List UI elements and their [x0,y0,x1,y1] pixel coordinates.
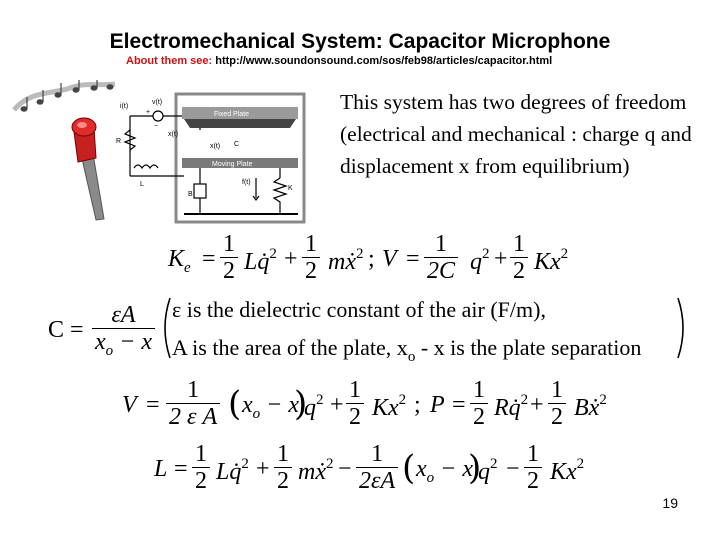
source-label: About them see: [126,55,216,67]
frac-half-9: 1 2 [524,441,542,494]
term-kx2-3: Kx$^2$ [550,456,585,485]
plus-4: + [530,392,544,418]
term-rq: Rq̇$^2$ [494,392,529,421]
right-paren [676,296,690,360]
description-line-2: (electrical and mechanical : charge q and [340,122,692,146]
frac-1-over-2ea: 1 2 ε A [166,377,220,430]
term-q2-3: $q^2$ [478,456,498,485]
frac-half-2: 1 2 [302,231,320,284]
frac-half-7: 1 2 [192,441,210,494]
term-lq: Lq̇$^2$ [244,246,277,275]
microphone-illustration [10,80,122,230]
music-notes-icon [14,80,115,111]
source-line [126,55,552,67]
v-symbol-1: V [382,246,397,272]
semicolon-2: ; [414,392,421,418]
frac-half-4: 1 2 [346,377,364,430]
description-line-3: displacement x from equilibrium) [340,154,630,178]
diagram-label-x2: x(t) [210,143,221,150]
semicolon-1: ; [368,246,375,272]
diagram-label-k: K [288,185,293,192]
ke-symbol: $K_e$ [168,246,191,276]
diagram-label-i: i(t) [120,103,129,110]
microphone-icon [72,118,104,220]
definition-area: A is the area of the plate, $x_o$ - x is the plate separation [172,335,642,365]
paren-open-2: ( [402,448,416,488]
p-symbol: P [430,392,445,418]
capacitor-schematic [114,86,326,230]
plus-3: + [330,392,344,418]
diagram-label-b: B [188,191,193,198]
description [340,86,692,182]
minus-2: − [506,456,520,482]
frac-ea-over-sep: εA $x_o - x$ [92,302,155,364]
term-sep-2: $x_o - x$ [416,456,474,486]
slide-title: Electromechanical System: Capacitor Microphone [109,30,611,53]
diagram-label-plus: + [146,109,151,116]
c-lhs: C = [48,317,84,343]
source-url[interactable]: http://www.soundonsound.com/sos/feb98/articles/capacitor.html [215,55,553,67]
plus-2: + [494,246,508,272]
term-mx: mẋ$^2$ [328,246,364,275]
v-equals-2: = [146,392,160,418]
left-paren [158,296,172,360]
minus-1: − [338,456,352,482]
frac-half-6: 1 2 [548,377,566,430]
v-equals-1: = [406,246,420,272]
term-mx-2: mẋ$^2$ [298,456,334,485]
diagram-label-r: R [116,138,122,145]
definition-epsilon: ε is the dielectric constant of the air (F/m), [172,297,546,322]
description-line-1: This system has two degrees of freedom [340,90,687,114]
term-q2-2: $q^2$ [304,392,324,421]
frac-half-3: 1 2 [510,231,528,284]
fixed-plate-label: Fixed Plate [214,111,250,118]
l-equals: = [174,456,188,482]
p-equals: = [452,392,466,418]
term-bx: Bẋ$^2$ [574,392,607,421]
frac-half-8: 1 2 [274,441,292,494]
diagram-label-v: v(t) [152,99,163,106]
page-number: 19 [662,495,678,511]
term-sep-1: $x_o - x$ [242,392,300,422]
diagram-label-f: f(t) [242,179,251,186]
ke-equals: = [202,246,216,272]
l-symbol: L [154,456,168,482]
moving-plate-label: Moving Plate [212,161,253,168]
paren-open-1: ( [228,384,242,424]
frac-1-over-2ea-2: 1 2εA [356,441,398,494]
diagram-label-l: L [140,181,144,188]
frac-1-over-2c: 1 2C [424,231,458,284]
term-kx2: Kx$^2$ [534,246,569,275]
diagram-label-x1: x(t) [168,131,179,138]
diagram-label-minus: − [154,123,159,130]
plus-5: + [256,456,270,482]
plus-1: + [284,246,298,272]
frac-half-1: 1 2 [220,231,238,284]
paren-close-2: ) [468,448,482,488]
diagram-label-c: C [234,141,240,148]
term-q2: $q^2$ [470,246,490,275]
term-lq-2: Lq̇$^2$ [216,456,249,485]
frac-half-5: 1 2 [470,377,488,430]
paren-close-1: ) [294,384,308,424]
v-symbol-2: V [122,392,137,418]
term-kx2-2: Kx$^2$ [372,392,407,421]
